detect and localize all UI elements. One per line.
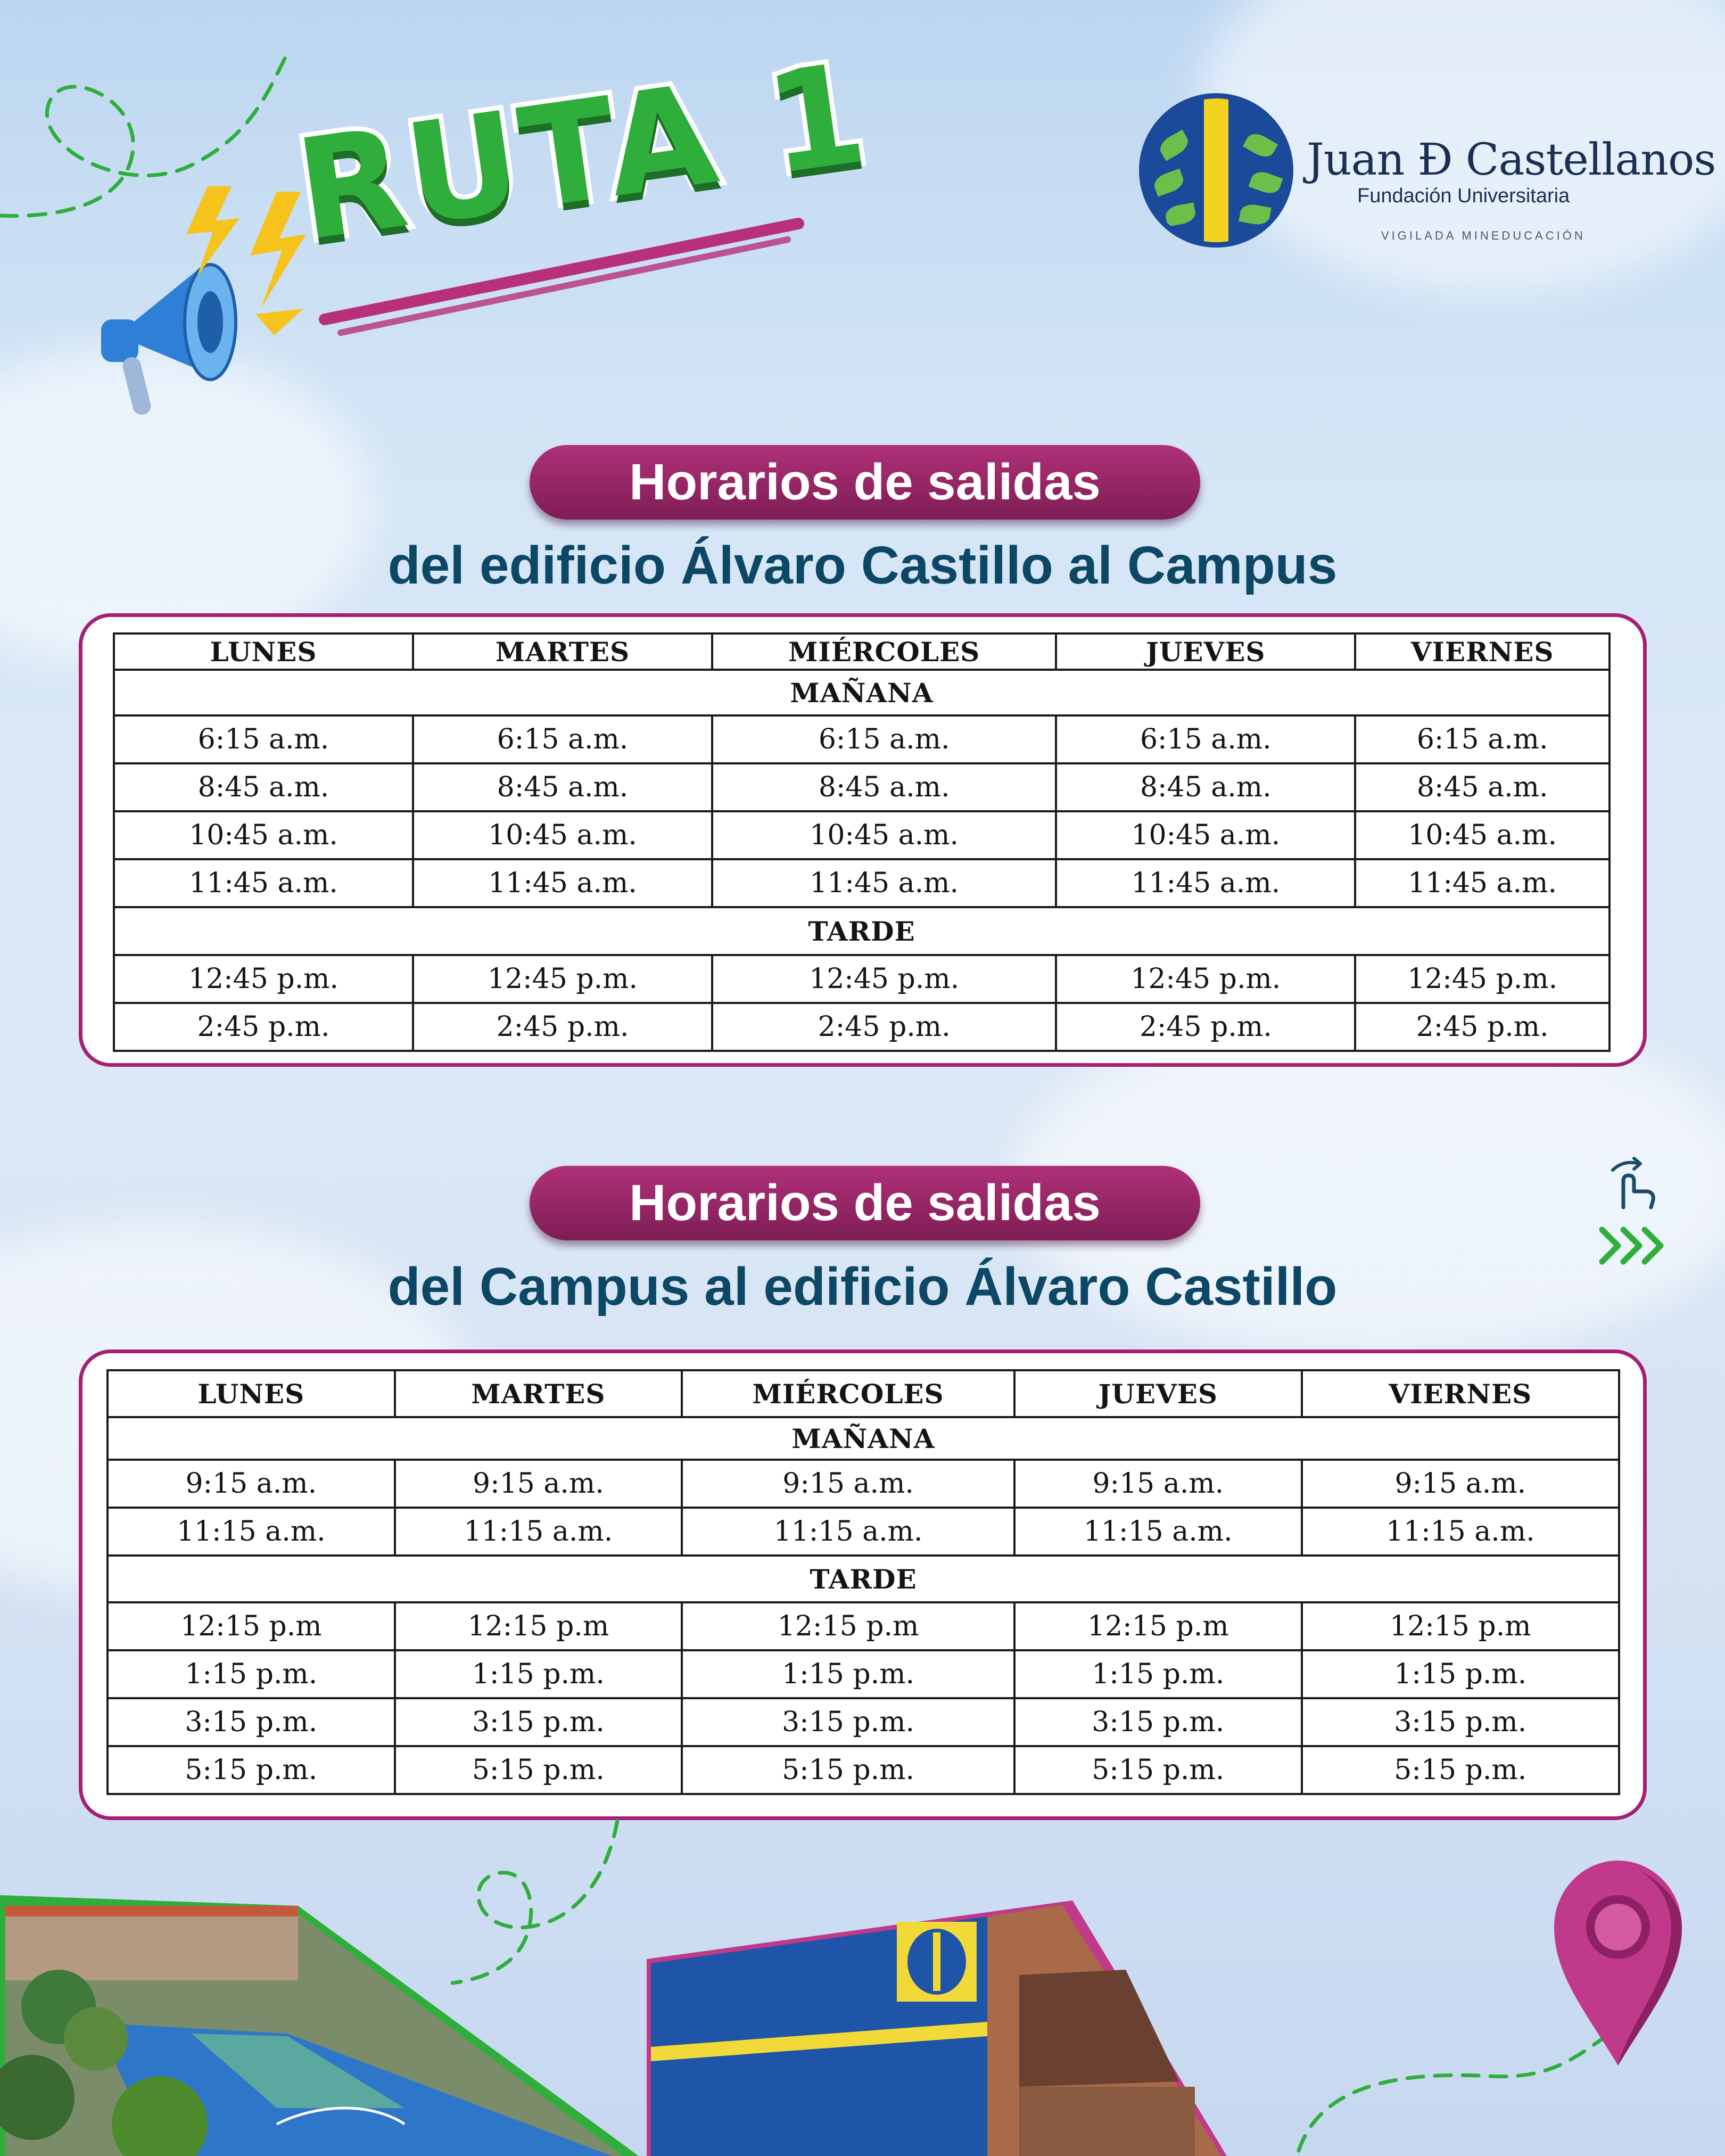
day-header: VIERNES bbox=[1302, 1370, 1619, 1417]
day-header: MIÉRCOLES bbox=[712, 633, 1056, 670]
time-cell: 5:15 p.m. bbox=[1302, 1746, 1619, 1794]
time-cell: 11:15 a.m. bbox=[682, 1508, 1014, 1556]
time-cell: 11:45 a.m. bbox=[1056, 859, 1355, 907]
time-cell: 2:45 p.m. bbox=[1355, 1003, 1610, 1051]
time-cell: 11:15 a.m. bbox=[1302, 1508, 1619, 1556]
time-cell: 8:45 a.m. bbox=[1355, 763, 1610, 811]
time-cell: 11:45 a.m. bbox=[413, 859, 712, 907]
page-title: RUTA 1 bbox=[287, 32, 878, 272]
time-cell: 6:15 a.m. bbox=[1355, 715, 1610, 763]
time-cell: 8:45 a.m. bbox=[413, 763, 712, 811]
time-cell: 6:15 a.m. bbox=[712, 715, 1056, 763]
time-cell: 10:45 a.m. bbox=[1355, 811, 1610, 859]
time-cell: 1:15 p.m. bbox=[682, 1650, 1014, 1698]
time-cell: 11:15 a.m. bbox=[108, 1508, 395, 1556]
section2-subtitle: del Campus al edificio Álvaro Castillo bbox=[387, 1257, 1338, 1316]
swipe-hand-icon bbox=[1602, 1154, 1666, 1218]
time-cell: 6:15 a.m. bbox=[114, 715, 413, 763]
logo-emblem-icon bbox=[1139, 93, 1293, 248]
time-cell: 3:15 p.m. bbox=[1302, 1698, 1619, 1746]
time-cell: 12:45 p.m. bbox=[114, 955, 413, 1003]
time-cell: 10:45 a.m. bbox=[114, 811, 413, 859]
time-cell: 5:15 p.m. bbox=[682, 1746, 1014, 1794]
section1-subtitle: del edificio Álvaro Castillo al Campus bbox=[387, 536, 1338, 595]
time-cell: 1:15 p.m. bbox=[395, 1650, 682, 1698]
schedule-table-1 bbox=[113, 632, 1611, 1052]
time-cell: 3:15 p.m. bbox=[108, 1698, 395, 1746]
afternoon-label: TARDE bbox=[114, 907, 1610, 955]
day-header: MARTES bbox=[395, 1370, 682, 1417]
day-header: MIÉRCOLES bbox=[682, 1370, 1014, 1417]
time-cell: 1:15 p.m. bbox=[108, 1650, 395, 1698]
time-cell: 12:45 p.m. bbox=[413, 955, 712, 1003]
time-cell: 11:45 a.m. bbox=[114, 859, 413, 907]
time-cell: 5:15 p.m. bbox=[108, 1746, 395, 1794]
time-cell: 3:15 p.m. bbox=[682, 1698, 1014, 1746]
time-cell: 10:45 a.m. bbox=[1056, 811, 1355, 859]
title-block bbox=[287, 32, 878, 357]
day-header: JUEVES bbox=[1014, 1370, 1302, 1417]
time-cell: 1:15 p.m. bbox=[1302, 1650, 1619, 1698]
logo-vigilada: VIGILADA MINEDUCACIÓN bbox=[1381, 229, 1586, 242]
time-cell: 3:15 p.m. bbox=[1014, 1698, 1302, 1746]
time-cell: 2:45 p.m. bbox=[413, 1003, 712, 1051]
time-cell: 6:15 a.m. bbox=[1056, 715, 1355, 763]
time-cell: 12:45 p.m. bbox=[712, 955, 1056, 1003]
day-header: LUNES bbox=[114, 633, 413, 670]
time-cell: 2:45 p.m. bbox=[712, 1003, 1056, 1051]
logo-subtitle: Fundación Universitaria bbox=[1357, 185, 1570, 207]
time-cell: 5:15 p.m. bbox=[1014, 1746, 1302, 1794]
time-cell: 1:15 p.m. bbox=[1014, 1650, 1302, 1698]
time-cell: 9:15 a.m. bbox=[395, 1460, 682, 1508]
time-cell: 12:15 p.m bbox=[682, 1602, 1014, 1650]
lightning-icon bbox=[176, 176, 314, 346]
afternoon-label: TARDE bbox=[108, 1556, 1619, 1602]
day-header: VIERNES bbox=[1355, 633, 1610, 670]
day-header: JUEVES bbox=[1056, 633, 1355, 670]
morning-label: MAÑANA bbox=[108, 1417, 1619, 1460]
time-cell: 6:15 a.m. bbox=[413, 715, 712, 763]
time-cell: 8:45 a.m. bbox=[712, 763, 1056, 811]
time-cell: 9:15 a.m. bbox=[108, 1460, 395, 1508]
time-cell: 2:45 p.m. bbox=[114, 1003, 413, 1051]
time-cell: 11:15 a.m. bbox=[1014, 1508, 1302, 1556]
university-logo bbox=[1139, 93, 1716, 253]
time-cell: 9:15 a.m. bbox=[1014, 1460, 1302, 1508]
time-cell: 3:15 p.m. bbox=[395, 1698, 682, 1746]
campus-court-image bbox=[0, 1874, 703, 2156]
day-header: LUNES bbox=[108, 1370, 395, 1417]
time-cell: 10:45 a.m. bbox=[413, 811, 712, 859]
logo-name: Juan Ð Castellanos bbox=[1307, 135, 1716, 185]
time-cell: 12:45 p.m. bbox=[1056, 955, 1355, 1003]
time-cell: 12:15 p.m bbox=[1014, 1602, 1302, 1650]
time-cell: 8:45 a.m. bbox=[1056, 763, 1355, 811]
day-header: MARTES bbox=[413, 633, 712, 670]
section1-pill: Horarios de salidas bbox=[530, 445, 1200, 520]
time-cell: 11:45 a.m. bbox=[712, 859, 1056, 907]
time-cell: 8:45 a.m. bbox=[114, 763, 413, 811]
time-cell: 9:15 a.m. bbox=[1302, 1460, 1619, 1508]
morning-label: MAÑANA bbox=[114, 670, 1610, 715]
time-cell: 9:15 a.m. bbox=[682, 1460, 1014, 1508]
time-cell: 11:45 a.m. bbox=[1355, 859, 1610, 907]
time-cell: 2:45 p.m. bbox=[1056, 1003, 1355, 1051]
time-cell: 11:15 a.m. bbox=[395, 1508, 682, 1556]
time-cell: 12:45 p.m. bbox=[1355, 955, 1610, 1003]
map-pin-icon bbox=[1544, 1853, 1693, 2076]
time-cell: 12:15 p.m bbox=[1302, 1602, 1619, 1650]
building-image bbox=[647, 1890, 1232, 2156]
time-cell: 12:15 p.m bbox=[395, 1602, 682, 1650]
time-cell: 12:15 p.m bbox=[108, 1602, 395, 1650]
schedule-table-2 bbox=[106, 1369, 1620, 1795]
section2-pill: Horarios de salidas bbox=[530, 1166, 1200, 1240]
time-cell: 10:45 a.m. bbox=[712, 811, 1056, 859]
time-cell: 5:15 p.m. bbox=[395, 1746, 682, 1794]
